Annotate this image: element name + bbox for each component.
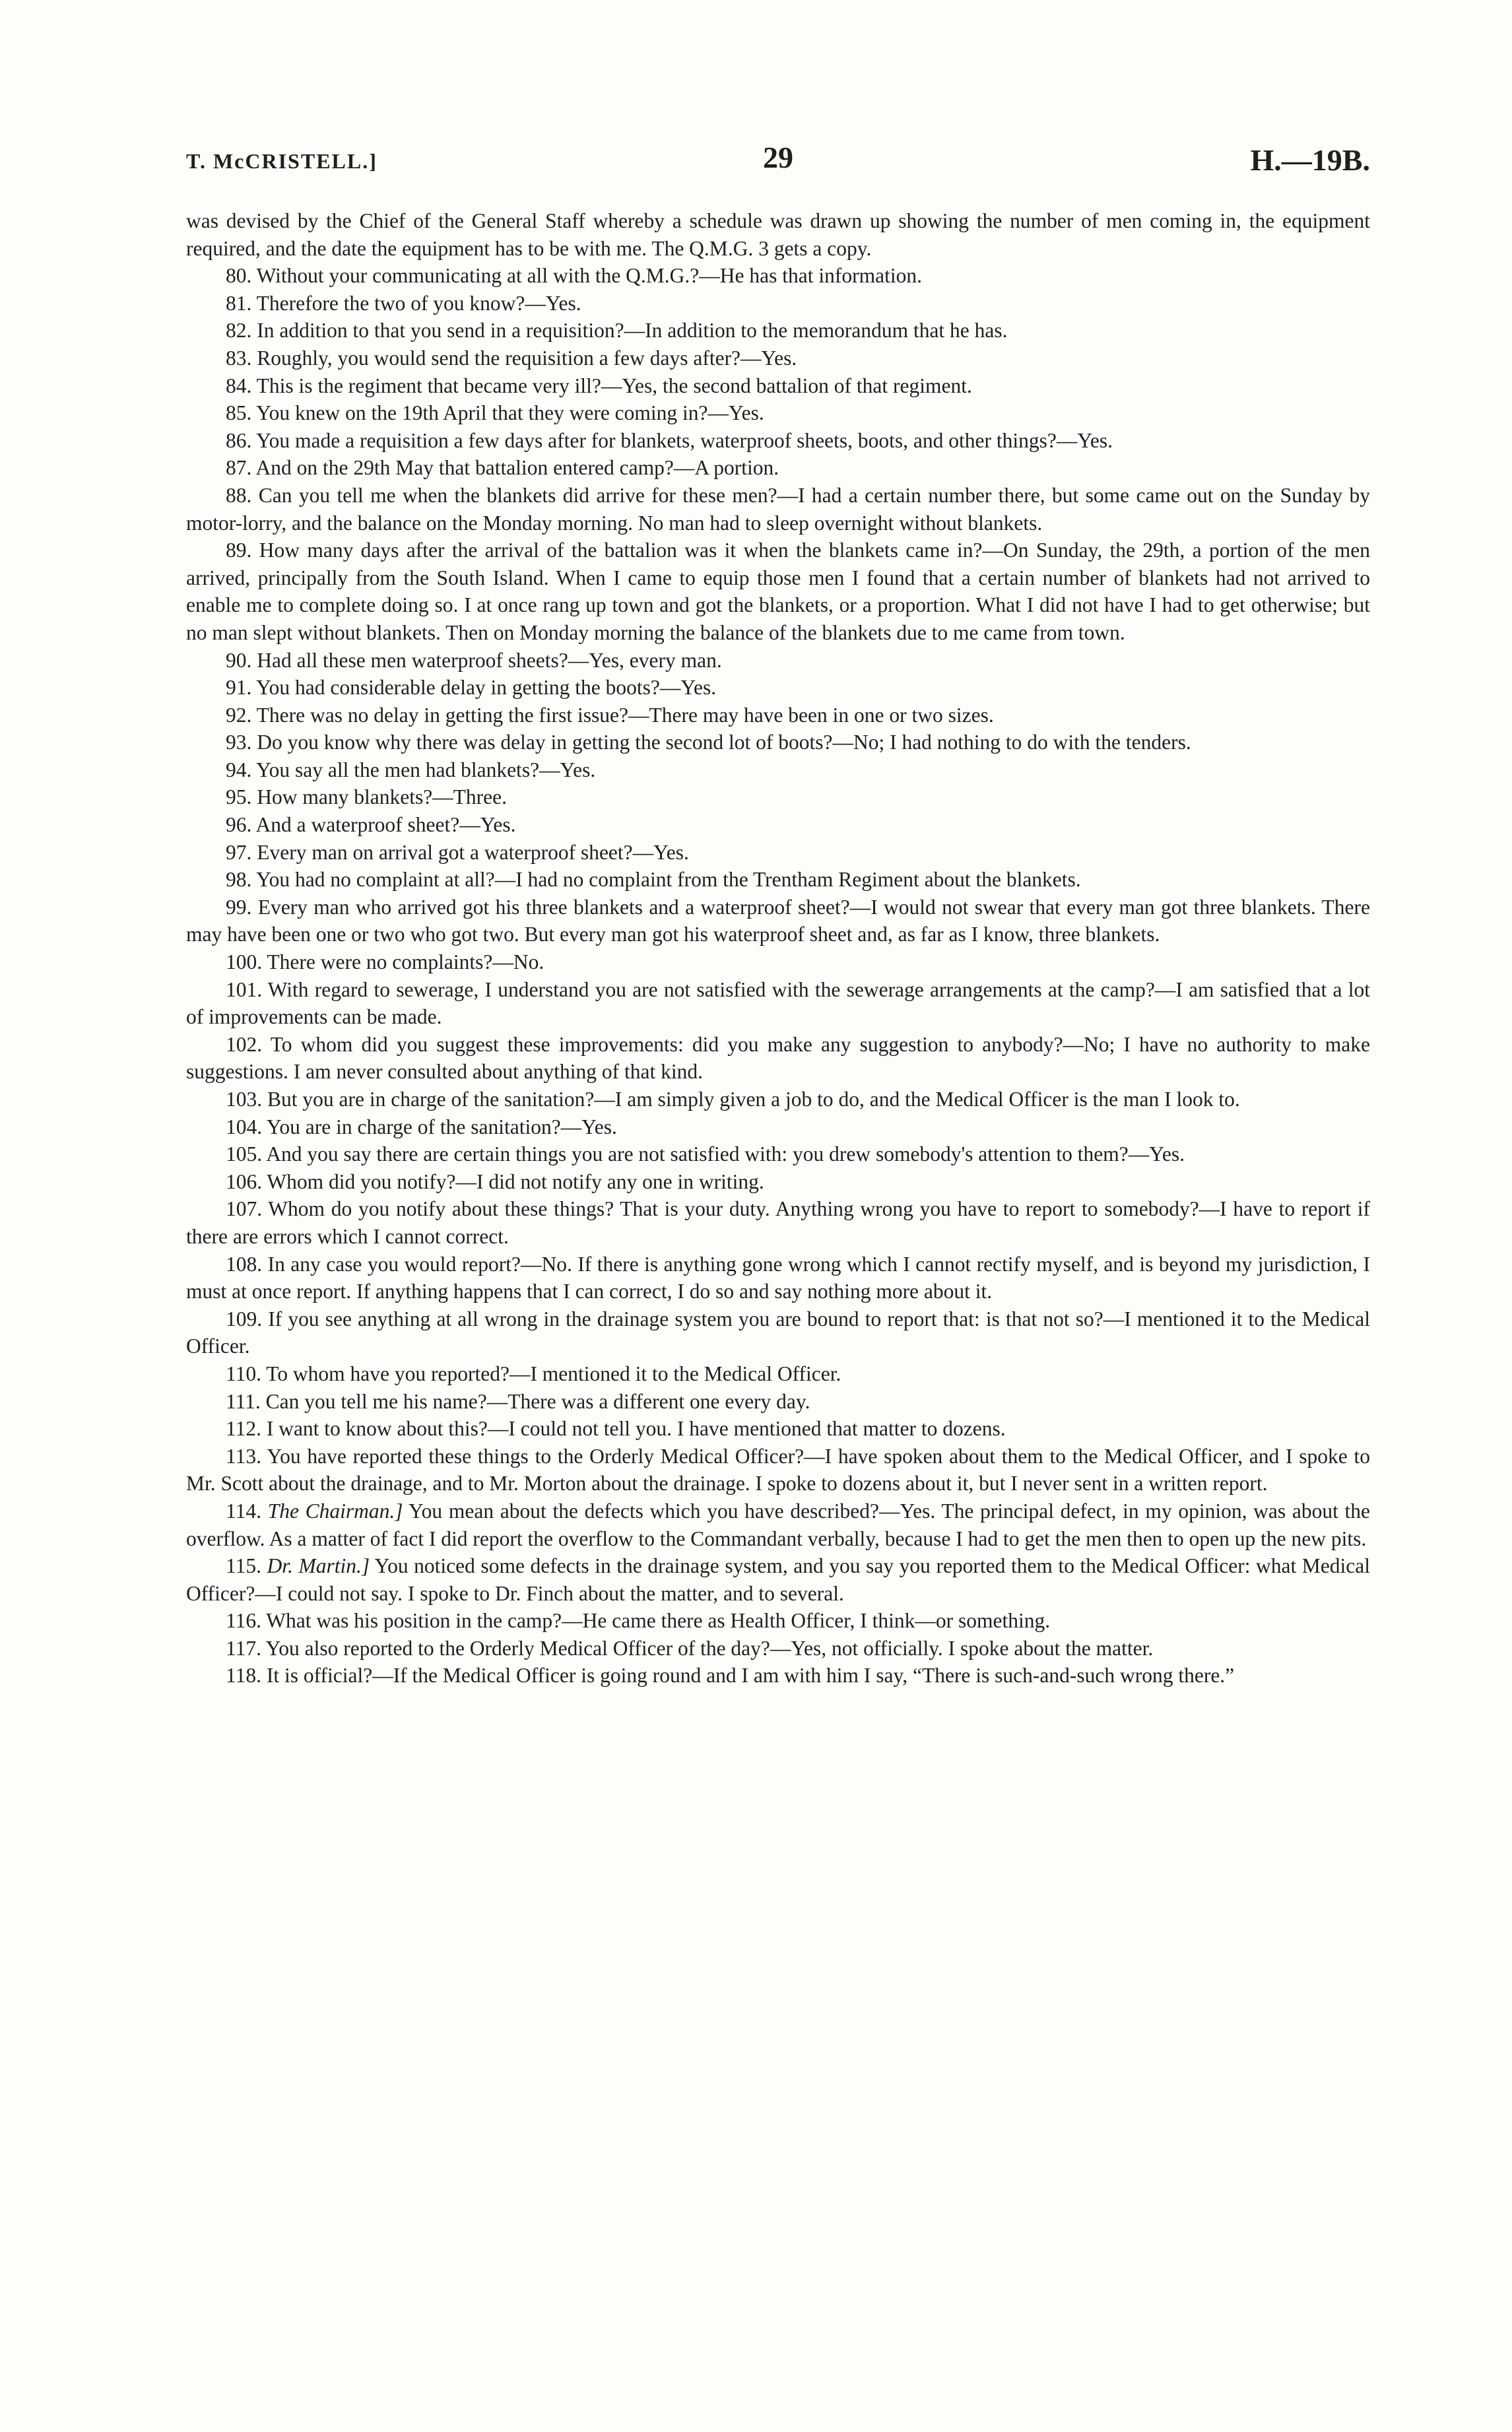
transcript-paragraph: 108. In any case you would report?—No. If there is anything gone wrong which I cannot rectify myself, and is beyond my jurisdiction, I must at once report. If anything happens that I can correct, I do so and say nothing more about it. bbox=[186, 1252, 1370, 1303]
speaker-name: The Chairman.] bbox=[267, 1499, 403, 1523]
transcript-paragraph: 91. You had considerable delay in getting the boots?—Yes. bbox=[226, 676, 717, 700]
transcript-paragraph: 87. And on the 29th May that battalion entered camp?—A portion. bbox=[226, 456, 779, 480]
transcript-paragraph: 98. You had no complaint at all?—I had no complaint from the Trentham Regiment about the blankets. bbox=[226, 868, 1081, 892]
witness-name: T. McCRISTELL.] bbox=[186, 149, 378, 173]
speaker-name: Dr. Martin.] bbox=[267, 1554, 370, 1578]
question-number: 115. bbox=[226, 1554, 261, 1578]
transcript-paragraph: 83. Roughly, you would send the requisition a few days after?—Yes. bbox=[226, 346, 797, 370]
page-header bbox=[186, 140, 1370, 180]
transcript-paragraph: 116. What was his position in the camp?—He came there as Health Officer, I think—or something. bbox=[226, 1609, 1051, 1633]
transcript-paragraph: 93. Do you know why there was delay in getting the second lot of boots?—No; I had nothing to do with the tenders. bbox=[226, 731, 1191, 754]
paragraph-text: You noticed some defects in the drainage system, and you say you reported them to the Medical Officer: what Medical Officer?—I could not say. I spoke to Dr. Finch about the matter, and to several. bbox=[186, 1554, 1371, 1605]
transcript-paragraph: 85. You knew on the 19th April that they were coming in?—Yes. bbox=[226, 401, 764, 425]
transcript-paragraph: 86. You made a requisition a few days after for blankets, waterproof sheets, boots, and other things?—Yes. bbox=[226, 428, 1113, 452]
transcript-paragraph: 107. Whom do you notify about these things? That is your duty. Anything wrong you have to report to somebody?—I have to report if there are errors which I cannot correct. bbox=[186, 1197, 1370, 1248]
transcript-paragraph: 105. And you say there are certain things you are not satisfied with: you drew somebody's attention to them?—Yes. bbox=[226, 1142, 1185, 1166]
transcript-paragraph: 97. Every man on arrival got a waterproof sheet?—Yes. bbox=[226, 840, 689, 864]
transcript-paragraph: 111. Can you tell me his name?—There was a different one every day. bbox=[226, 1389, 810, 1413]
transcript-paragraph: 109. If you see anything at all wrong in the drainage system you are bound to report that: is that not so?—I mentioned it to the Medical Officer. bbox=[186, 1307, 1370, 1358]
transcript-paragraph: 82. In addition to that you send in a requisition?—In addition to the memorandum that he has. bbox=[226, 319, 1008, 343]
transcript-paragraph: 100. There were no complaints?—No. bbox=[226, 950, 544, 974]
question-number: 114. bbox=[226, 1499, 261, 1523]
document-reference: H.—19B. bbox=[1250, 143, 1370, 177]
transcript-paragraph: 117. You also reported to the Orderly Medical Officer of the day?—Yes, not officially. I spoke about the matter. bbox=[226, 1636, 1154, 1660]
transcript-paragraph: 84. This is the regiment that became very ill?—Yes, the second battalion of that regiment. bbox=[226, 374, 972, 397]
transcript-paragraph: was devised by the Chief of the General Staff whereby a schedule was drawn up showing the number of men coming in, the equipment required, and the date the equipment has to be with me. The Q.M.G. 3 gets a copy. bbox=[186, 209, 1370, 260]
transcript-paragraph: 101. With regard to sewerage, I understand you are not satisfied with the sewerage arrangements at the camp?—I am satisfied that a lot of improvements can be made. bbox=[186, 977, 1370, 1029]
transcript-paragraph: 113. You have reported these things to the Orderly Medical Officer?—I have spoken about them to the Medical Officer, and I spoke to Mr. Scott about the drainage, and to Mr. Morton about the drainage. I spoke to dozens about it, but I never sent in a written report. bbox=[186, 1444, 1370, 1495]
transcript-paragraph: 88. Can you tell me when the blankets did arrive for these men?—I had a certain number there, but some came out on the Sunday by motor-lorry, and the balance on the Monday morning. No man had to sleep overnight without blankets. bbox=[186, 483, 1370, 535]
transcript-paragraph: 89. How many days after the arrival of the battalion was it when the blankets came in?—On Sunday, the 29th, a portion of the men arrived, principally from the South Island. When I came to equip those men I found that a certain number of blankets had not arrived to enable me to complete doing so. I at once rang up town and got the blankets, or a proportion. What I did not have I had to get otherwise; but no man slept without blankets. Then on Monday morning the balance of the blankets due to me came from town. bbox=[186, 539, 1370, 644]
transcript-paragraph: 95. How many blankets?—Three. bbox=[226, 785, 508, 809]
transcript-body bbox=[186, 207, 1370, 1690]
transcript-paragraph: 96. And a waterproof sheet?—Yes. bbox=[226, 813, 516, 837]
page-number: 29 bbox=[763, 141, 793, 174]
transcript-paragraph: 99. Every man who arrived got his three blankets and a waterproof sheet?—I would not swear that every man got three blankets. There may have been one or two who got two. But every man got his waterproof sheet and, as far as I know, three blankets. bbox=[186, 895, 1370, 946]
transcript-paragraph: 90. Had all these men waterproof sheets?—Yes, every man. bbox=[226, 648, 722, 672]
transcript-paragraph: 118. It is official?—If the Medical Officer is going round and I am with him I say, “There is such-and-such wrong there.” bbox=[226, 1664, 1235, 1688]
transcript-paragraph: 94. You say all the men had blankets?—Yes. bbox=[226, 758, 596, 781]
transcript-paragraph: 102. To whom did you suggest these improvements: did you make any suggestion to anybody?—No; I have no authority to make suggestions. I am never consulted about anything of that kind. bbox=[186, 1032, 1370, 1084]
transcript-paragraph bbox=[186, 1497, 1370, 1552]
transcript-paragraph: 81. Therefore the two of you know?—Yes. bbox=[226, 291, 581, 315]
transcript-paragraph: 104. You are in charge of the sanitation?—Yes. bbox=[226, 1115, 617, 1138]
transcript-paragraph: 80. Without your communicating at all with the Q.M.G.?—He has that information. bbox=[226, 264, 922, 288]
transcript-paragraph: 110. To whom have you reported?—I mentioned it to the Medical Officer. bbox=[226, 1362, 841, 1385]
transcript-paragraph: 106. Whom did you notify?—I did not notify any one in writing. bbox=[226, 1169, 764, 1193]
transcript-paragraph: 112. I want to know about this?—I could not tell you. I have mentioned that matter to dozens. bbox=[226, 1417, 1006, 1441]
transcript-paragraph: 92. There was no delay in getting the first issue?—There may have been in one or two sizes. bbox=[226, 703, 994, 727]
transcript-paragraph: 103. But you are in charge of the sanitation?—I am simply given a job to do, and the Medical Officer is the man I look to. bbox=[226, 1088, 1240, 1111]
paragraph-text: You mean about the defects which you have described?—Yes. The principal defect, in my opinion, was about the overflow. As a matter of fact I did report the overflow to the Commandant verbally, because I had to get the men then to open up the new pits. bbox=[186, 1499, 1371, 1550]
transcript-paragraph bbox=[186, 1552, 1370, 1607]
